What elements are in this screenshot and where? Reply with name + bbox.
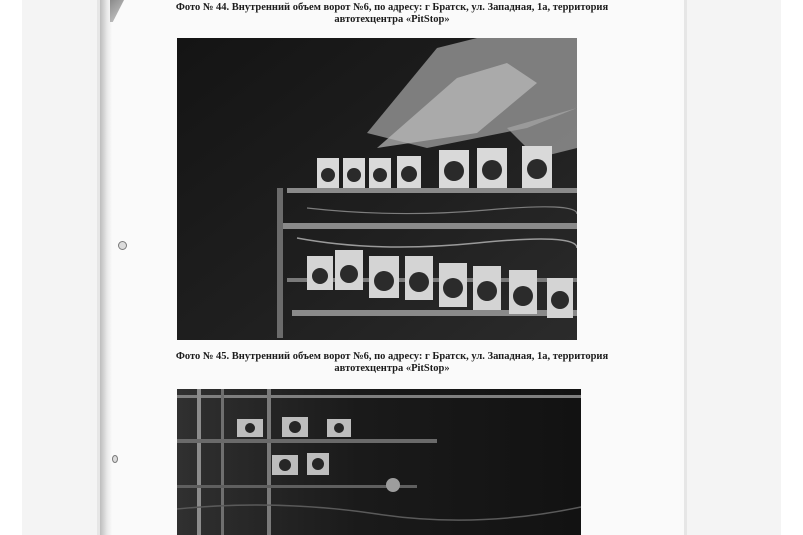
viewer-left-gutter (0, 0, 22, 535)
photo-44-caption (100, 2, 684, 26)
punch-hole (118, 241, 127, 250)
photo-45 (177, 389, 581, 535)
punch-hole (112, 455, 118, 463)
photo-45-caption (100, 351, 684, 375)
photo-45-caption-line-2: автотехцентра «PitStop» (334, 363, 450, 374)
photo-44-caption-line-1: Фото № 44. Внутренний объем ворот №6, по адресу: г Братск, ул. Западная, 1а, территория (175, 2, 609, 13)
document-page[interactable] (100, 0, 684, 535)
scan-edge (100, 0, 112, 535)
photo-45-image (177, 389, 581, 535)
photo-45-caption-line-1: Фото № 45. Внутренний объем ворот №6, по адресу: г Братск, ул. Западная, 1а, территория (175, 351, 609, 362)
photo-44 (177, 38, 577, 340)
photo-44-caption-line-2: автотехцентра «PitStop» (334, 14, 450, 25)
photo-44-image (177, 38, 577, 340)
